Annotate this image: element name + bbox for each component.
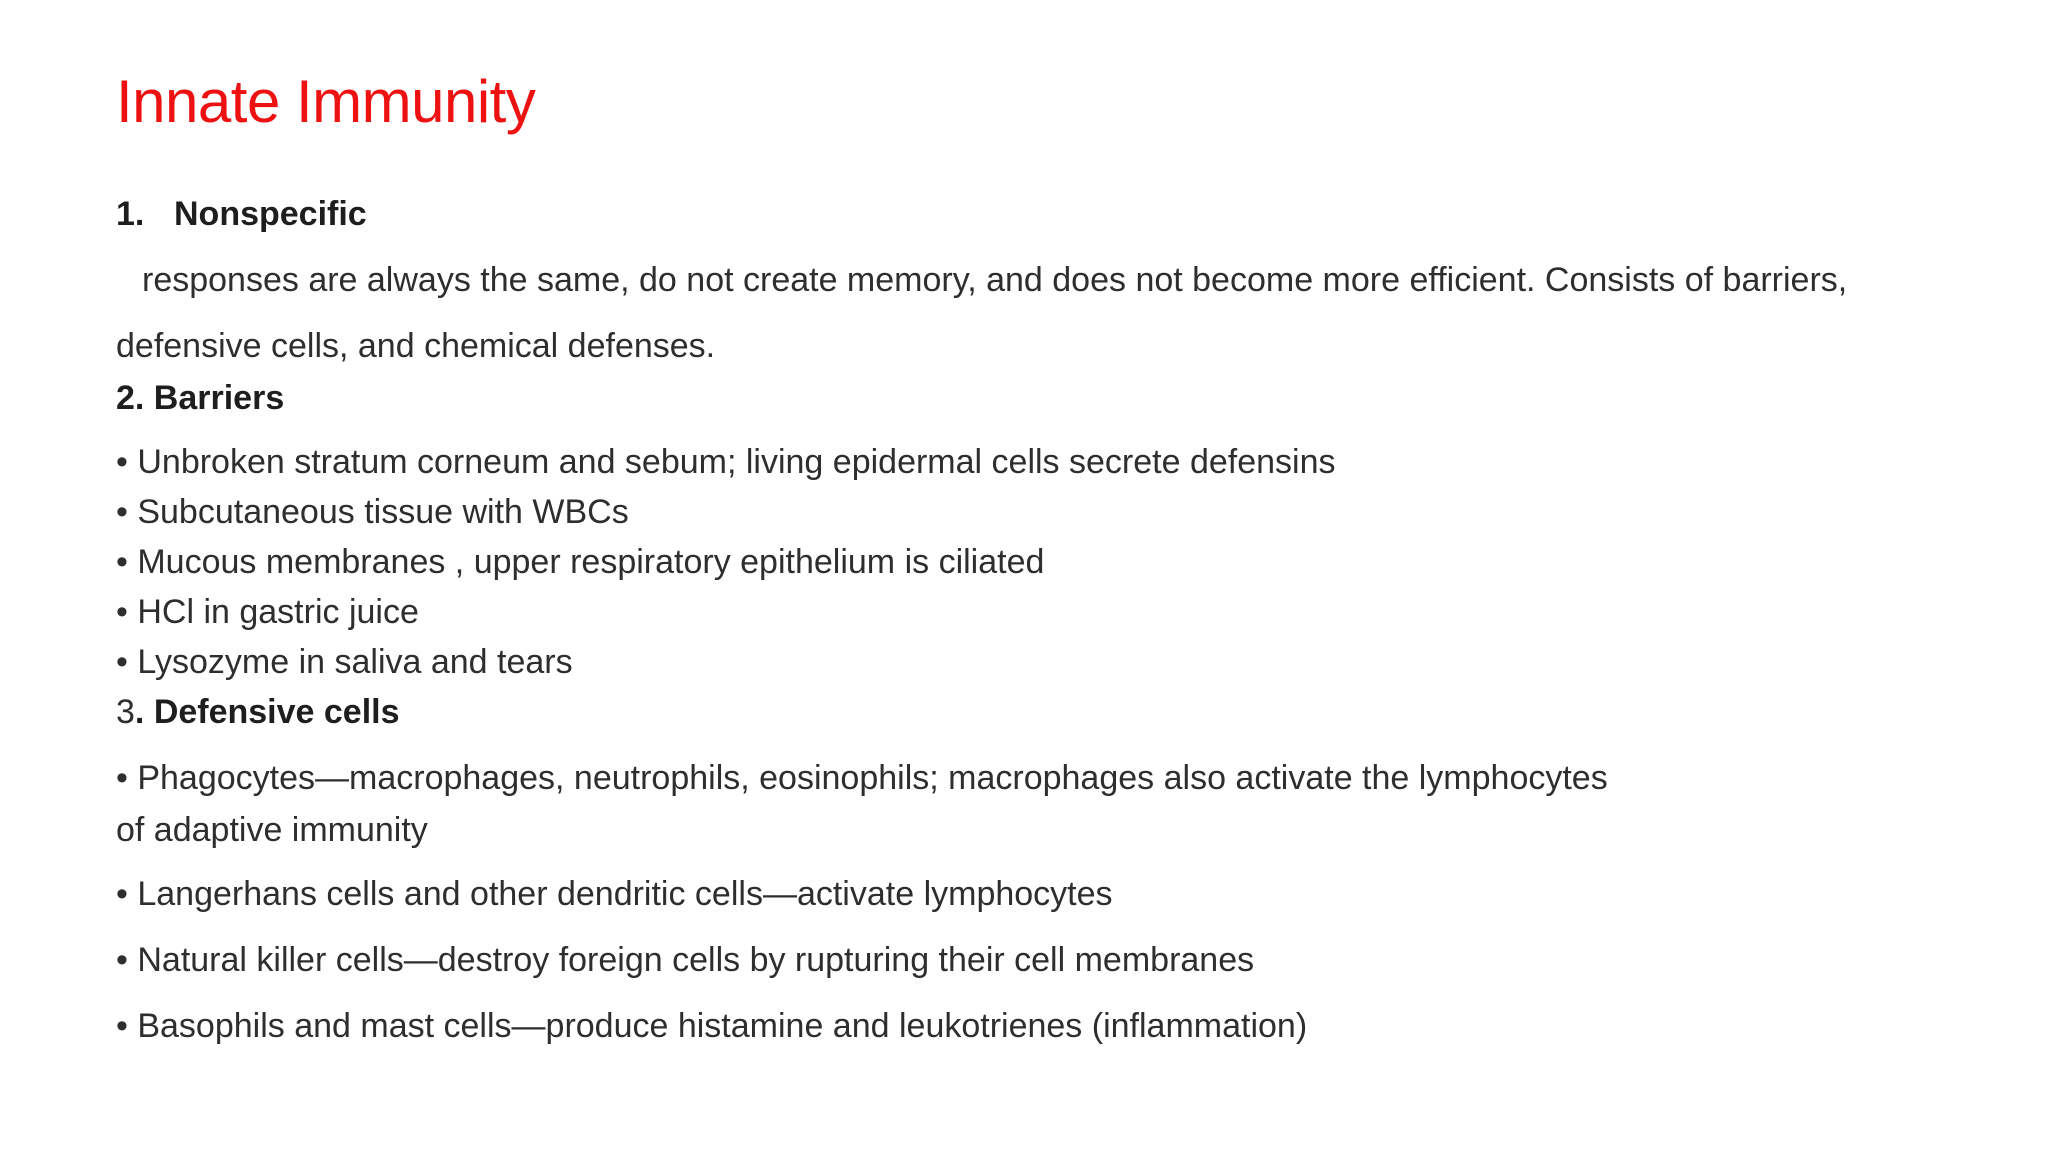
list-item: • Unbroken stratum corneum and sebum; living epidermal cells secrete defensins xyxy=(116,443,1336,481)
section-heading-label: Nonspecific xyxy=(174,195,367,233)
section-heading-barriers: 2. Barriers xyxy=(116,379,285,417)
body-text-line: defensive cells, and chemical defenses. xyxy=(116,327,716,365)
list-item: • Lysozyme in saliva and tears xyxy=(116,643,573,681)
section-heading-defensive-cells xyxy=(116,690,400,734)
slide-title: Innate Immunity xyxy=(116,68,536,135)
list-item: • Natural killer cells—destroy foreign cells by rupturing their cell membranes xyxy=(116,941,1255,979)
section-number: 3 xyxy=(116,693,135,731)
list-item: • Langerhans cells and other dendritic cells—activate lymphocytes xyxy=(116,875,1113,913)
section-heading-nonspecific xyxy=(116,192,367,236)
list-item: • Mucous membranes , upper respiratory epithelium is ciliated xyxy=(116,543,1045,581)
list-item: • Phagocytes—macrophages, neutrophils, eosinophils; macrophages also activate the lymphocytes xyxy=(116,759,1608,797)
list-item: • Subcutaneous tissue with WBCs xyxy=(116,493,629,531)
list-item: • Basophils and mast cells—produce histamine and leukotrienes (inflammation) xyxy=(116,1007,1308,1045)
list-item-continuation: of adaptive immunity xyxy=(116,811,428,849)
section-heading-label: . Defensive cells xyxy=(134,693,400,731)
section-number: 1. xyxy=(116,195,145,233)
list-item: • HCl in gastric juice xyxy=(116,593,419,631)
body-text-line: responses are always the same, do not create memory, and does not become more efficient. Consists of barriers, xyxy=(142,261,1848,299)
